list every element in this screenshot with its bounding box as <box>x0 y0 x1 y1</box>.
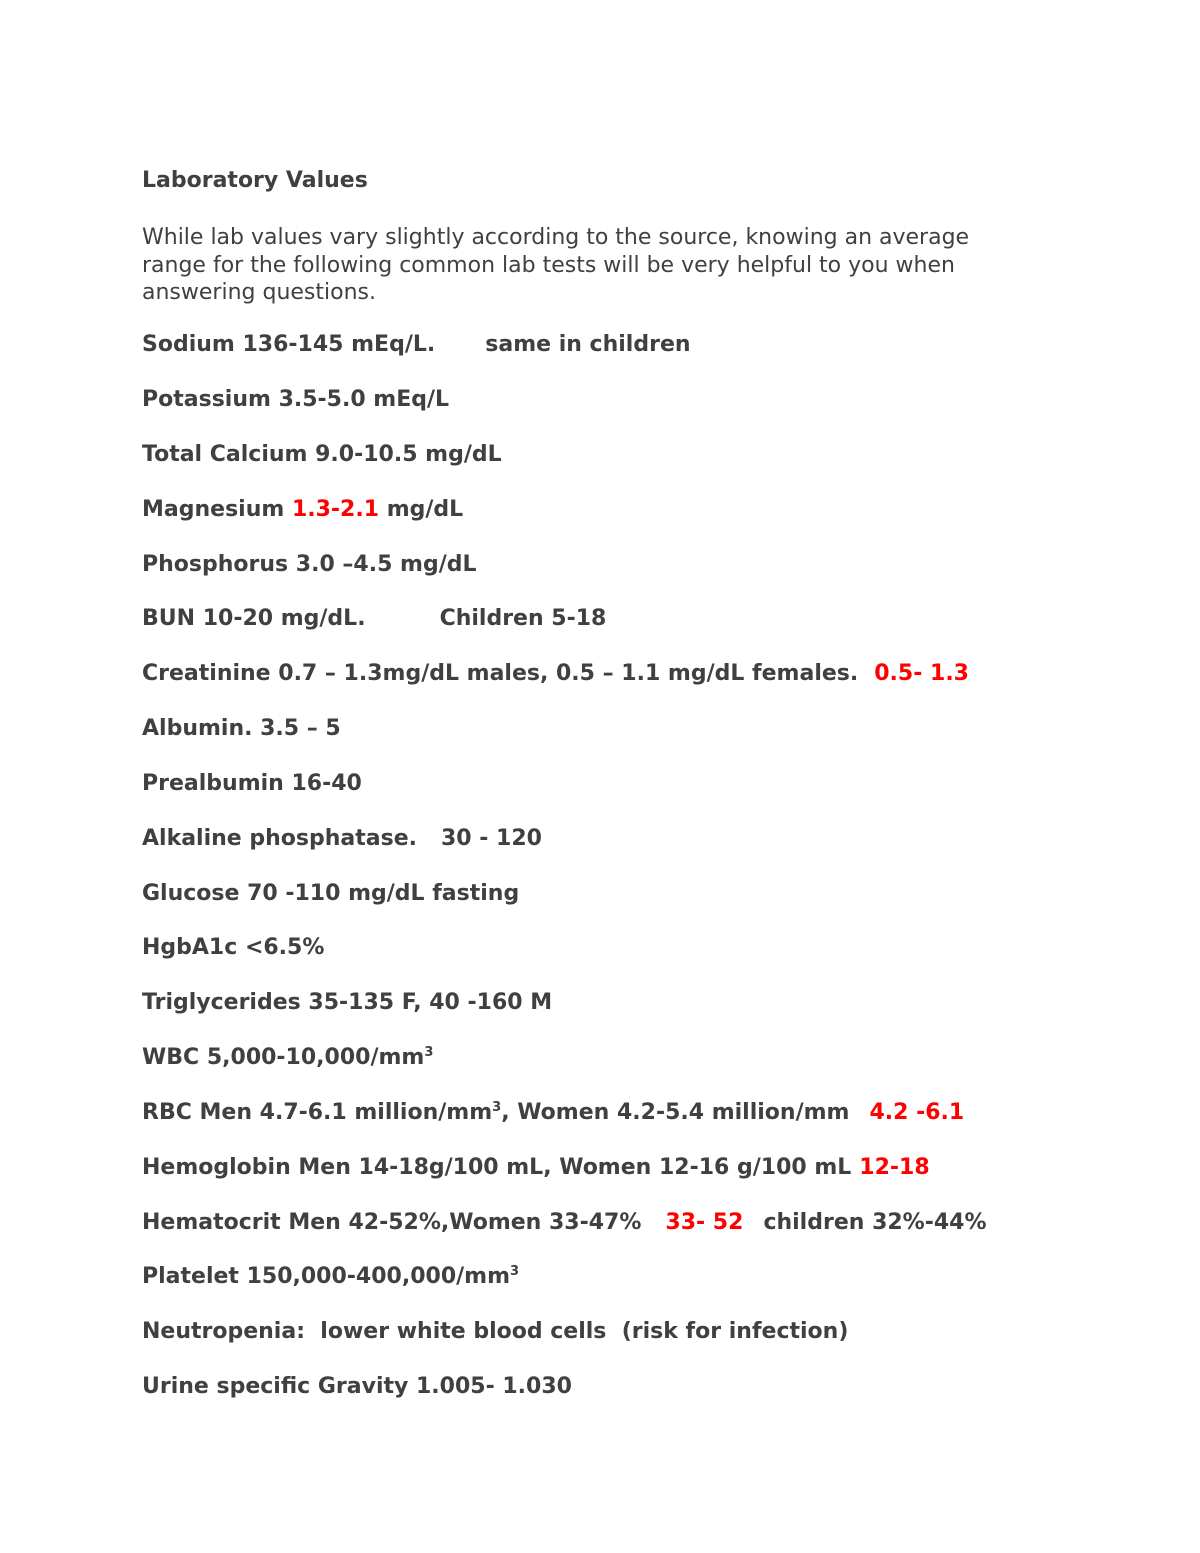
highlight-value: 1.3-2.1 <box>291 497 380 522</box>
lab-hematocrit: Hematocrit Men 42-52%,Women 33-47% 33- 52 children 32%-44% <box>142 1210 987 1235</box>
lab-wbc: WBC $5,000-10,000/mm^3$ <box>142 1045 434 1070</box>
lab-calcium: Total Calcium 9.0-10.5 mg/dL <box>142 442 502 467</box>
lab-bun: BUN 10-20 mg/dL. Children 5-18 <box>142 606 607 631</box>
lab-phosphorus: Phosphorus 3.0 –4.5 mg/dL <box>142 552 477 577</box>
lab-note: Children 5-18 <box>439 606 607 631</box>
lab-hemoglobin: Hemoglobin Men 14-18g/100 mL, Women 12-16 g/100 mL 12-18 <box>142 1155 930 1180</box>
lab-triglycerides: Triglycerides 35-135 F, 40 -160 M <box>142 990 553 1015</box>
lab-creatinine: Creatinine 0.7 – 1.3mg/dL males, 0.5 – 1.1 mg/dL females. 0.5- 1.3 <box>142 661 969 686</box>
lab-hgba1c: HgbA1c <6.5% <box>142 935 325 960</box>
lab-rbc: RBC Men 4.7-6.1 million/$mm^3$, Women 4.2-5.4 million/mm 4.2 -6.1 <box>142 1100 965 1125</box>
lab-glucose: Glucose 70 -110 mg/dL fasting <box>142 881 520 906</box>
highlight-value: 4.2 -6.1 <box>869 1100 965 1125</box>
lab-prealbumin: Prealbumin 16-40 <box>142 771 362 796</box>
document-title: Laboratory Values <box>142 168 368 193</box>
lab-neutropenia: Neutropenia: lower white blood cells (risk for infection) <box>142 1319 849 1344</box>
intro-paragraph <box>142 224 1062 307</box>
intro-line: range for the following common lab tests will be very helpful to you when <box>142 252 955 278</box>
lab-sodium: Sodium 136-145 mEq/L. same in children <box>142 332 691 357</box>
lab-albumin: Albumin. 3.5 – 5 <box>142 716 341 741</box>
intro-line: While lab values vary slightly according to the source, knowing an average <box>142 225 970 250</box>
lab-potassium: Potassium 3.5-5.0 mEq/L <box>142 387 450 412</box>
highlight-value: 0.5- 1.3 <box>874 661 969 686</box>
lab-magnesium: Magnesium 1.3-2.1 mg/dL <box>142 497 464 522</box>
lab-urine-specific-gravity: Urine specific Gravity 1.005- 1.030 <box>142 1374 572 1399</box>
lab-platelet: Platelet $150,000-400,000/mm^3$ <box>142 1264 520 1289</box>
intro-line: answering questions. <box>142 280 376 305</box>
lab-note: children 32%-44% <box>763 1210 987 1235</box>
highlight-value: 33- 52 <box>665 1210 744 1235</box>
highlight-value: 12-18 <box>859 1155 930 1180</box>
lab-alkaline-phosphatase: Alkaline phosphatase. 30 - 120 <box>142 826 542 851</box>
lab-note: same in children <box>485 332 691 357</box>
